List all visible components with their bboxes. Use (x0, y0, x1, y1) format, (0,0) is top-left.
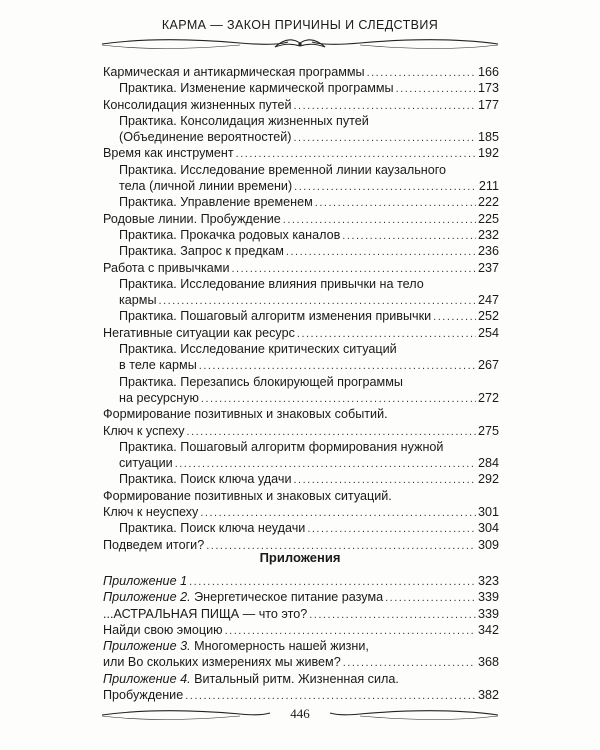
toc-entry[interactable]: Родовые линии. Пробуждение ..... 225 (103, 211, 499, 227)
toc-entry[interactable]: Пробуждение ..... 382 (103, 687, 499, 703)
toc-entry[interactable]: кармы ..... 247 (103, 292, 499, 308)
toc-entry[interactable]: Найди свою эмоцию ..... 342 (103, 622, 499, 638)
toc-entry[interactable]: Практика. Запрос к предкам ..... 236 (103, 243, 499, 259)
toc-entry[interactable]: Кармическая и антикармическая программы ..... 166 (103, 64, 499, 80)
toc-entry[interactable]: в теле кармы ..... 267 (103, 357, 499, 373)
toc-entry[interactable]: Консолидация жизненных путей ..... 177 (103, 97, 499, 113)
toc-entry[interactable]: Практика. Исследование временной линии каузального (119, 162, 447, 177)
toc-entry[interactable]: ...АСТРАЛЬНАЯ ПИЩА — что это? ..... 339 (103, 606, 499, 622)
toc-entry[interactable]: Практика. Исследование влияния привычки на тело (119, 276, 424, 291)
appendix-heading: Приложения (259, 550, 341, 565)
toc-entry[interactable]: Практика. Консолидация жизненных путей (119, 113, 369, 128)
toc-entry[interactable]: Формирование позитивных и знаковых ситуаций. (103, 488, 392, 503)
toc-entry[interactable]: Приложение 3. Многомерность нашей жизни, (103, 639, 369, 654)
running-header: КАРМА — ЗАКОН ПРИЧИНЫ И СЛЕДСТВИЯ (161, 18, 439, 32)
top-ornament (100, 33, 500, 55)
toc-entry[interactable]: Формирование позитивных и знаковых событий. (103, 407, 388, 422)
toc-entry[interactable]: Практика. Прокачка родовых каналов ..... 232 (103, 227, 499, 243)
toc-entry[interactable]: Ключ к успеху ..... 275 (103, 423, 499, 439)
toc-entry[interactable]: Негативные ситуации как ресурс ..... 254 (103, 325, 499, 341)
toc-entry[interactable]: Практика. Поиск ключа удачи ..... 292 (103, 471, 499, 487)
toc-entry[interactable]: Ключ к неуспеху ..... 301 (103, 504, 499, 520)
toc-entry[interactable]: ситуации ..... 284 (103, 455, 499, 471)
toc-entry[interactable]: Приложение 2. Энергетическое питание разума ..... 339 (103, 589, 499, 605)
toc-entry[interactable]: Практика. Пошаговый алгоритм изменения привычки ..... 252 (103, 308, 499, 324)
toc-entry[interactable]: Приложение 1 ..... 323 (103, 573, 499, 589)
toc-entry[interactable]: Практика. Поиск ключа неудачи ..... 304 (103, 520, 499, 536)
toc-entry[interactable]: на ресурсную ..... 272 (103, 390, 499, 406)
toc-entry[interactable]: (Объединение вероятностей) ..... 185 (103, 129, 499, 145)
appendix-list (103, 573, 499, 703)
toc-entry[interactable]: Приложение 4. Витальный ритм. Жизненная сила. (103, 671, 399, 686)
toc-entry[interactable]: Практика. Перезапись блокирующей программы (119, 374, 403, 389)
toc-entry[interactable]: Практика. Пошаговый алгоритм формирования нужной (119, 439, 444, 454)
toc-entry[interactable]: или Во скольких измерениях мы живем? ..... 368 (103, 654, 499, 670)
page-number: 446 (290, 706, 310, 721)
toc-entry[interactable]: Практика. Исследование критических ситуаций (119, 342, 397, 357)
toc-entry[interactable]: Время как инструмент ..... 192 (103, 145, 499, 161)
toc-entry[interactable]: Практика. Изменение кармической программы ..... 173 (103, 80, 499, 96)
toc-entry[interactable]: Практика. Управление временем ..... 222 (103, 194, 499, 210)
table-of-contents (103, 64, 499, 553)
toc-entry[interactable]: Работа с привычками ..... 237 (103, 260, 499, 276)
toc-entry[interactable]: Подведем итоги? ..... 309 (103, 537, 499, 553)
toc-entry[interactable]: тела (личной линии времени) ..... 211 (103, 178, 499, 194)
